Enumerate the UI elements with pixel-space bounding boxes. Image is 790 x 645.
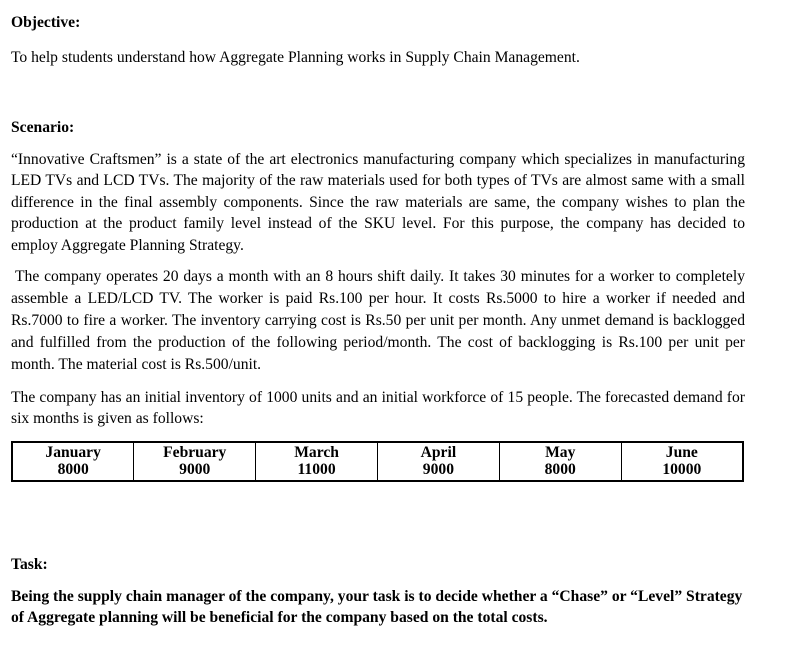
scenario-heading: Scenario:	[11, 119, 75, 136]
demand-value-row	[12, 461, 743, 481]
scenario-paragraph-2: The company operates 20 days a month with an 8 hours shift daily. It takes 30 minutes for a worker to completely assemble a LED/LCD TV. The worker is paid Rs.100 per hour. It costs Rs.5000 to hire a worker if needed and Rs.7000 to fire a worker. The inventory carrying cost is Rs.50 per unit per month. Any unmet demand is backlogged and fulfilled from the production of the following period/month. The cost of backlogging is Rs.100 per unit per month. The material cost is Rs.500/unit.	[11, 268, 745, 373]
task-heading: Task:	[11, 556, 48, 573]
demand-cell-june: 10000	[621, 461, 743, 481]
demand-month-row	[12, 442, 743, 461]
objective-heading: Objective:	[11, 14, 81, 31]
demand-cell-may: 8000	[499, 461, 621, 481]
month-cell-february: February	[134, 442, 256, 461]
month-cell-march: March	[256, 442, 378, 461]
demand-cell-april: 9000	[377, 461, 499, 481]
month-cell-april: April	[377, 442, 499, 461]
demand-cell-february: 9000	[134, 461, 256, 481]
demand-table	[11, 441, 744, 482]
task-text: Being the supply chain manager of the company, your task is to decide whether a “Chase” or “Level” Strategy of Aggregate planning will be beneficial for the company based on the total costs.	[11, 588, 743, 626]
objective-text: To help students understand how Aggregate Planning works in Supply Chain Management.	[11, 49, 580, 66]
month-cell-may: May	[499, 442, 621, 461]
month-cell-january: January	[12, 442, 134, 461]
month-cell-june: June	[621, 442, 743, 461]
demand-cell-january: 8000	[12, 461, 134, 481]
demand-cell-march: 11000	[256, 461, 378, 481]
scenario-paragraph-1: “Innovative Craftsmen” is a state of the art electronics manufacturing company which specializes in manufacturing LED TVs and LCD TVs. The majority of the raw materials used for both types of TVs are almost same with a small difference in the final assembly components. Since the raw materials are same, the company wishes to plan the production at the product family level instead of the SKU level. For this purpose, the company has decided to employ Aggregate Planning Strategy.	[11, 151, 745, 254]
scenario-paragraph-3: The company has an initial inventory of 1000 units and an initial workforce of 15 people. The forecasted demand for six months is given as follows:	[11, 389, 745, 428]
